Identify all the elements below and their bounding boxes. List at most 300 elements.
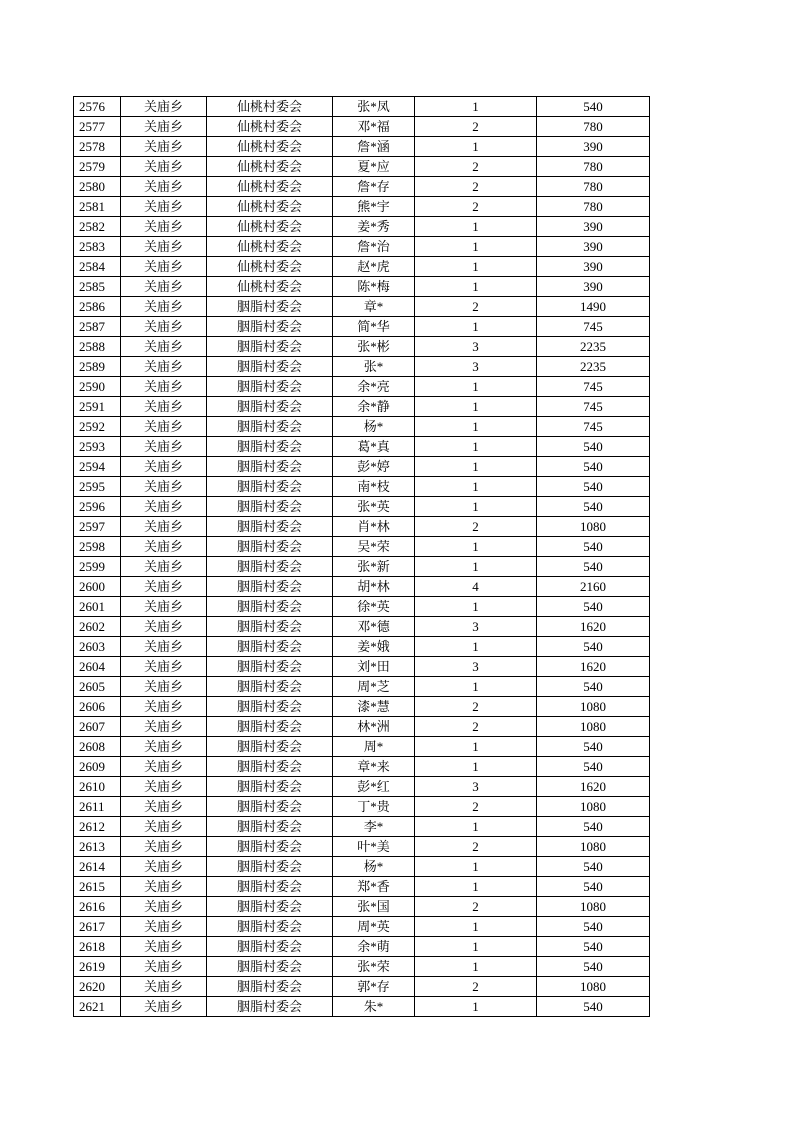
- village-committee-cell: 胭脂村委会: [207, 817, 333, 837]
- table-row: [74, 677, 650, 697]
- village-committee-cell: 仙桃村委会: [207, 97, 333, 117]
- township-cell: 关庙乡: [121, 937, 207, 957]
- amount-cell: 540: [537, 97, 650, 117]
- amount-cell: 1490: [537, 297, 650, 317]
- name-cell: 南*枝: [333, 477, 415, 497]
- township-cell: 关庙乡: [121, 557, 207, 577]
- row-number-cell: 2581: [74, 197, 121, 217]
- amount-cell: 540: [537, 477, 650, 497]
- township-cell: 关庙乡: [121, 617, 207, 637]
- township-cell: 关庙乡: [121, 757, 207, 777]
- table-row: [74, 597, 650, 617]
- township-cell: 关庙乡: [121, 637, 207, 657]
- amount-cell: 390: [537, 257, 650, 277]
- count-cell: 1: [415, 877, 537, 897]
- row-number-cell: 2607: [74, 717, 121, 737]
- township-cell: 关庙乡: [121, 877, 207, 897]
- row-number-cell: 2618: [74, 937, 121, 957]
- amount-cell: 1080: [537, 517, 650, 537]
- count-cell: 1: [415, 497, 537, 517]
- name-cell: 余*萌: [333, 937, 415, 957]
- village-committee-cell: 胭脂村委会: [207, 377, 333, 397]
- township-cell: 关庙乡: [121, 957, 207, 977]
- count-cell: 1: [415, 397, 537, 417]
- township-cell: 关庙乡: [121, 577, 207, 597]
- row-number-cell: 2611: [74, 797, 121, 817]
- name-cell: 杨*: [333, 857, 415, 877]
- count-cell: 1: [415, 737, 537, 757]
- table-row: [74, 977, 650, 997]
- amount-cell: 1080: [537, 897, 650, 917]
- name-cell: 李*: [333, 817, 415, 837]
- name-cell: 刘*田: [333, 657, 415, 677]
- row-number-cell: 2586: [74, 297, 121, 317]
- amount-cell: 390: [537, 277, 650, 297]
- count-cell: 1: [415, 557, 537, 577]
- row-number-cell: 2601: [74, 597, 121, 617]
- township-cell: 关庙乡: [121, 497, 207, 517]
- township-cell: 关庙乡: [121, 417, 207, 437]
- row-number-cell: 2582: [74, 217, 121, 237]
- row-number-cell: 2606: [74, 697, 121, 717]
- township-cell: 关庙乡: [121, 457, 207, 477]
- row-number-cell: 2589: [74, 357, 121, 377]
- township-cell: 关庙乡: [121, 437, 207, 457]
- township-cell: 关庙乡: [121, 217, 207, 237]
- count-cell: 2: [415, 697, 537, 717]
- table-row: [74, 697, 650, 717]
- amount-cell: 2235: [537, 337, 650, 357]
- table-row: [74, 657, 650, 677]
- village-committee-cell: 胭脂村委会: [207, 297, 333, 317]
- row-number-cell: 2603: [74, 637, 121, 657]
- amount-cell: 780: [537, 177, 650, 197]
- township-cell: 关庙乡: [121, 897, 207, 917]
- amount-cell: 745: [537, 317, 650, 337]
- amount-cell: 780: [537, 197, 650, 217]
- count-cell: 1: [415, 637, 537, 657]
- row-number-cell: 2605: [74, 677, 121, 697]
- row-number-cell: 2585: [74, 277, 121, 297]
- village-committee-cell: 胭脂村委会: [207, 977, 333, 997]
- table-row: [74, 357, 650, 377]
- village-committee-cell: 胭脂村委会: [207, 837, 333, 857]
- name-cell: 张*: [333, 357, 415, 377]
- row-number-cell: 2590: [74, 377, 121, 397]
- table-row: [74, 777, 650, 797]
- village-committee-cell: 仙桃村委会: [207, 157, 333, 177]
- amount-cell: 1080: [537, 837, 650, 857]
- name-cell: 赵*虎: [333, 257, 415, 277]
- township-cell: 关庙乡: [121, 337, 207, 357]
- amount-cell: 540: [537, 997, 650, 1017]
- township-cell: 关庙乡: [121, 397, 207, 417]
- township-cell: 关庙乡: [121, 377, 207, 397]
- row-number-cell: 2579: [74, 157, 121, 177]
- amount-cell: 540: [537, 637, 650, 657]
- village-committee-cell: 胭脂村委会: [207, 637, 333, 657]
- name-cell: 章*来: [333, 757, 415, 777]
- count-cell: 3: [415, 777, 537, 797]
- name-cell: 胡*林: [333, 577, 415, 597]
- count-cell: 1: [415, 677, 537, 697]
- village-committee-cell: 胭脂村委会: [207, 357, 333, 377]
- amount-cell: 540: [537, 937, 650, 957]
- amount-cell: 780: [537, 157, 650, 177]
- table-row: [74, 297, 650, 317]
- table-row: [74, 457, 650, 477]
- count-cell: 2: [415, 837, 537, 857]
- amount-cell: 540: [537, 957, 650, 977]
- township-cell: 关庙乡: [121, 297, 207, 317]
- count-cell: 3: [415, 617, 537, 637]
- village-committee-cell: 胭脂村委会: [207, 877, 333, 897]
- count-cell: 1: [415, 217, 537, 237]
- village-committee-cell: 胭脂村委会: [207, 517, 333, 537]
- table-row: [74, 737, 650, 757]
- amount-cell: 540: [537, 857, 650, 877]
- name-cell: 詹*涵: [333, 137, 415, 157]
- table-row: [74, 837, 650, 857]
- table-row: [74, 397, 650, 417]
- name-cell: 熊*宇: [333, 197, 415, 217]
- count-cell: 2: [415, 117, 537, 137]
- name-cell: 姜*娥: [333, 637, 415, 657]
- name-cell: 周*英: [333, 917, 415, 937]
- village-committee-cell: 胭脂村委会: [207, 737, 333, 757]
- count-cell: 1: [415, 257, 537, 277]
- village-committee-cell: 胭脂村委会: [207, 757, 333, 777]
- township-cell: 关庙乡: [121, 257, 207, 277]
- count-cell: 1: [415, 817, 537, 837]
- count-cell: 1: [415, 757, 537, 777]
- name-cell: 陈*梅: [333, 277, 415, 297]
- name-cell: 张*新: [333, 557, 415, 577]
- amount-cell: 1620: [537, 777, 650, 797]
- name-cell: 朱*: [333, 997, 415, 1017]
- count-cell: 1: [415, 377, 537, 397]
- table-row: [74, 137, 650, 157]
- table-row: [74, 577, 650, 597]
- amount-cell: 2235: [537, 357, 650, 377]
- table-row: [74, 617, 650, 637]
- table-row: [74, 437, 650, 457]
- count-cell: 1: [415, 437, 537, 457]
- table-row: [74, 757, 650, 777]
- township-cell: 关庙乡: [121, 677, 207, 697]
- table-row: [74, 557, 650, 577]
- count-cell: 2: [415, 897, 537, 917]
- name-cell: 姜*秀: [333, 217, 415, 237]
- amount-cell: 540: [537, 917, 650, 937]
- amount-cell: 1080: [537, 977, 650, 997]
- amount-cell: 390: [537, 217, 650, 237]
- township-cell: 关庙乡: [121, 157, 207, 177]
- township-cell: 关庙乡: [121, 737, 207, 757]
- township-cell: 关庙乡: [121, 97, 207, 117]
- name-cell: 张*国: [333, 897, 415, 917]
- village-committee-cell: 胭脂村委会: [207, 917, 333, 937]
- amount-cell: 540: [537, 677, 650, 697]
- count-cell: 1: [415, 277, 537, 297]
- village-committee-cell: 胭脂村委会: [207, 457, 333, 477]
- village-committee-cell: 胭脂村委会: [207, 477, 333, 497]
- name-cell: 漆*慧: [333, 697, 415, 717]
- name-cell: 詹*治: [333, 237, 415, 257]
- table-row: [74, 197, 650, 217]
- name-cell: 张*荣: [333, 957, 415, 977]
- table-row: [74, 857, 650, 877]
- township-cell: 关庙乡: [121, 197, 207, 217]
- row-number-cell: 2588: [74, 337, 121, 357]
- row-number-cell: 2619: [74, 957, 121, 977]
- amount-cell: 1620: [537, 657, 650, 677]
- row-number-cell: 2612: [74, 817, 121, 837]
- name-cell: 葛*真: [333, 437, 415, 457]
- amount-cell: 540: [537, 597, 650, 617]
- row-number-cell: 2591: [74, 397, 121, 417]
- name-cell: 叶*美: [333, 837, 415, 857]
- township-cell: 关庙乡: [121, 977, 207, 997]
- name-cell: 周*: [333, 737, 415, 757]
- township-cell: 关庙乡: [121, 597, 207, 617]
- village-committee-cell: 胭脂村委会: [207, 857, 333, 877]
- table-row: [74, 897, 650, 917]
- table-row: [74, 277, 650, 297]
- name-cell: 夏*应: [333, 157, 415, 177]
- row-number-cell: 2587: [74, 317, 121, 337]
- row-number-cell: 2598: [74, 537, 121, 557]
- amount-cell: 1620: [537, 617, 650, 637]
- count-cell: 1: [415, 937, 537, 957]
- name-cell: 郭*存: [333, 977, 415, 997]
- amount-cell: 540: [537, 877, 650, 897]
- amount-cell: 540: [537, 497, 650, 517]
- village-committee-cell: 胭脂村委会: [207, 777, 333, 797]
- township-cell: 关庙乡: [121, 237, 207, 257]
- name-cell: 詹*存: [333, 177, 415, 197]
- count-cell: 1: [415, 917, 537, 937]
- township-cell: 关庙乡: [121, 917, 207, 937]
- table-row: [74, 997, 650, 1017]
- row-number-cell: 2604: [74, 657, 121, 677]
- amount-cell: 540: [537, 437, 650, 457]
- village-committee-cell: 胭脂村委会: [207, 557, 333, 577]
- village-committee-cell: 仙桃村委会: [207, 197, 333, 217]
- village-committee-cell: 胭脂村委会: [207, 677, 333, 697]
- count-cell: 1: [415, 137, 537, 157]
- row-number-cell: 2617: [74, 917, 121, 937]
- amount-cell: 390: [537, 137, 650, 157]
- row-number-cell: 2583: [74, 237, 121, 257]
- row-number-cell: 2608: [74, 737, 121, 757]
- amount-cell: 745: [537, 417, 650, 437]
- village-committee-cell: 胭脂村委会: [207, 537, 333, 557]
- name-cell: 章*: [333, 297, 415, 317]
- township-cell: 关庙乡: [121, 317, 207, 337]
- amount-cell: 745: [537, 397, 650, 417]
- count-cell: 2: [415, 297, 537, 317]
- township-cell: 关庙乡: [121, 277, 207, 297]
- township-cell: 关庙乡: [121, 857, 207, 877]
- name-cell: 余*亮: [333, 377, 415, 397]
- table-row: [74, 157, 650, 177]
- row-number-cell: 2580: [74, 177, 121, 197]
- row-number-cell: 2602: [74, 617, 121, 637]
- row-number-cell: 2609: [74, 757, 121, 777]
- village-committee-cell: 仙桃村委会: [207, 177, 333, 197]
- name-cell: 邓*福: [333, 117, 415, 137]
- name-cell: 徐*英: [333, 597, 415, 617]
- township-cell: 关庙乡: [121, 477, 207, 497]
- name-cell: 周*芝: [333, 677, 415, 697]
- name-cell: 彭*婷: [333, 457, 415, 477]
- village-committee-cell: 胭脂村委会: [207, 657, 333, 677]
- table-row: [74, 97, 650, 117]
- name-cell: 邓*德: [333, 617, 415, 637]
- count-cell: 3: [415, 657, 537, 677]
- amount-cell: 1080: [537, 797, 650, 817]
- amount-cell: 2160: [537, 577, 650, 597]
- township-cell: 关庙乡: [121, 817, 207, 837]
- count-cell: 1: [415, 957, 537, 977]
- row-number-cell: 2610: [74, 777, 121, 797]
- township-cell: 关庙乡: [121, 797, 207, 817]
- village-committee-cell: 胭脂村委会: [207, 997, 333, 1017]
- name-cell: 林*洲: [333, 717, 415, 737]
- count-cell: 2: [415, 157, 537, 177]
- table-row: [74, 637, 650, 657]
- amount-cell: 540: [537, 457, 650, 477]
- village-committee-cell: 胭脂村委会: [207, 957, 333, 977]
- village-committee-cell: 胭脂村委会: [207, 937, 333, 957]
- row-number-cell: 2613: [74, 837, 121, 857]
- name-cell: 张*英: [333, 497, 415, 517]
- name-cell: 肖*林: [333, 517, 415, 537]
- records-table: [73, 96, 650, 1017]
- row-number-cell: 2621: [74, 997, 121, 1017]
- village-committee-cell: 胭脂村委会: [207, 597, 333, 617]
- table-row: [74, 417, 650, 437]
- count-cell: 2: [415, 717, 537, 737]
- count-cell: 1: [415, 857, 537, 877]
- township-cell: 关庙乡: [121, 137, 207, 157]
- village-committee-cell: 仙桃村委会: [207, 137, 333, 157]
- count-cell: 4: [415, 577, 537, 597]
- row-number-cell: 2595: [74, 477, 121, 497]
- row-number-cell: 2599: [74, 557, 121, 577]
- name-cell: 张*彬: [333, 337, 415, 357]
- name-cell: 余*静: [333, 397, 415, 417]
- table-row: [74, 337, 650, 357]
- township-cell: 关庙乡: [121, 657, 207, 677]
- village-committee-cell: 胭脂村委会: [207, 697, 333, 717]
- row-number-cell: 2576: [74, 97, 121, 117]
- row-number-cell: 2584: [74, 257, 121, 277]
- table-row: [74, 957, 650, 977]
- count-cell: 3: [415, 357, 537, 377]
- village-committee-cell: 仙桃村委会: [207, 217, 333, 237]
- row-number-cell: 2596: [74, 497, 121, 517]
- village-committee-cell: 胭脂村委会: [207, 497, 333, 517]
- name-cell: 彭*红: [333, 777, 415, 797]
- amount-cell: 540: [537, 757, 650, 777]
- village-committee-cell: 仙桃村委会: [207, 257, 333, 277]
- name-cell: 丁*贵: [333, 797, 415, 817]
- village-committee-cell: 胭脂村委会: [207, 397, 333, 417]
- township-cell: 关庙乡: [121, 697, 207, 717]
- village-committee-cell: 胭脂村委会: [207, 417, 333, 437]
- count-cell: 2: [415, 977, 537, 997]
- table-row: [74, 117, 650, 137]
- table-row: [74, 817, 650, 837]
- table-row: [74, 217, 650, 237]
- table-row: [74, 517, 650, 537]
- village-committee-cell: 仙桃村委会: [207, 277, 333, 297]
- table-row: [74, 797, 650, 817]
- row-number-cell: 2577: [74, 117, 121, 137]
- name-cell: 简*华: [333, 317, 415, 337]
- village-committee-cell: 胭脂村委会: [207, 437, 333, 457]
- count-cell: 1: [415, 477, 537, 497]
- township-cell: 关庙乡: [121, 997, 207, 1017]
- name-cell: 张*凤: [333, 97, 415, 117]
- row-number-cell: 2615: [74, 877, 121, 897]
- row-number-cell: 2594: [74, 457, 121, 477]
- amount-cell: 540: [537, 557, 650, 577]
- count-cell: 1: [415, 97, 537, 117]
- count-cell: 1: [415, 457, 537, 477]
- count-cell: 1: [415, 597, 537, 617]
- name-cell: 郑*香: [333, 877, 415, 897]
- township-cell: 关庙乡: [121, 357, 207, 377]
- table-row: [74, 317, 650, 337]
- count-cell: 1: [415, 317, 537, 337]
- village-committee-cell: 胭脂村委会: [207, 897, 333, 917]
- village-committee-cell: 胭脂村委会: [207, 797, 333, 817]
- table-row: [74, 477, 650, 497]
- amount-cell: 540: [537, 537, 650, 557]
- amount-cell: 540: [537, 737, 650, 757]
- count-cell: 2: [415, 177, 537, 197]
- table-row: [74, 497, 650, 517]
- township-cell: 关庙乡: [121, 777, 207, 797]
- township-cell: 关庙乡: [121, 837, 207, 857]
- table-row: [74, 877, 650, 897]
- amount-cell: 540: [537, 817, 650, 837]
- row-number-cell: 2600: [74, 577, 121, 597]
- table-row: [74, 717, 650, 737]
- count-cell: 1: [415, 537, 537, 557]
- village-committee-cell: 胭脂村委会: [207, 337, 333, 357]
- table-row: [74, 237, 650, 257]
- table-row: [74, 917, 650, 937]
- row-number-cell: 2592: [74, 417, 121, 437]
- township-cell: 关庙乡: [121, 717, 207, 737]
- amount-cell: 780: [537, 117, 650, 137]
- records-table-body: [74, 97, 650, 1017]
- village-committee-cell: 胭脂村委会: [207, 317, 333, 337]
- table-row: [74, 377, 650, 397]
- row-number-cell: 2578: [74, 137, 121, 157]
- township-cell: 关庙乡: [121, 517, 207, 537]
- table-row: [74, 257, 650, 277]
- row-number-cell: 2614: [74, 857, 121, 877]
- township-cell: 关庙乡: [121, 537, 207, 557]
- name-cell: 吴*荣: [333, 537, 415, 557]
- count-cell: 2: [415, 517, 537, 537]
- count-cell: 2: [415, 797, 537, 817]
